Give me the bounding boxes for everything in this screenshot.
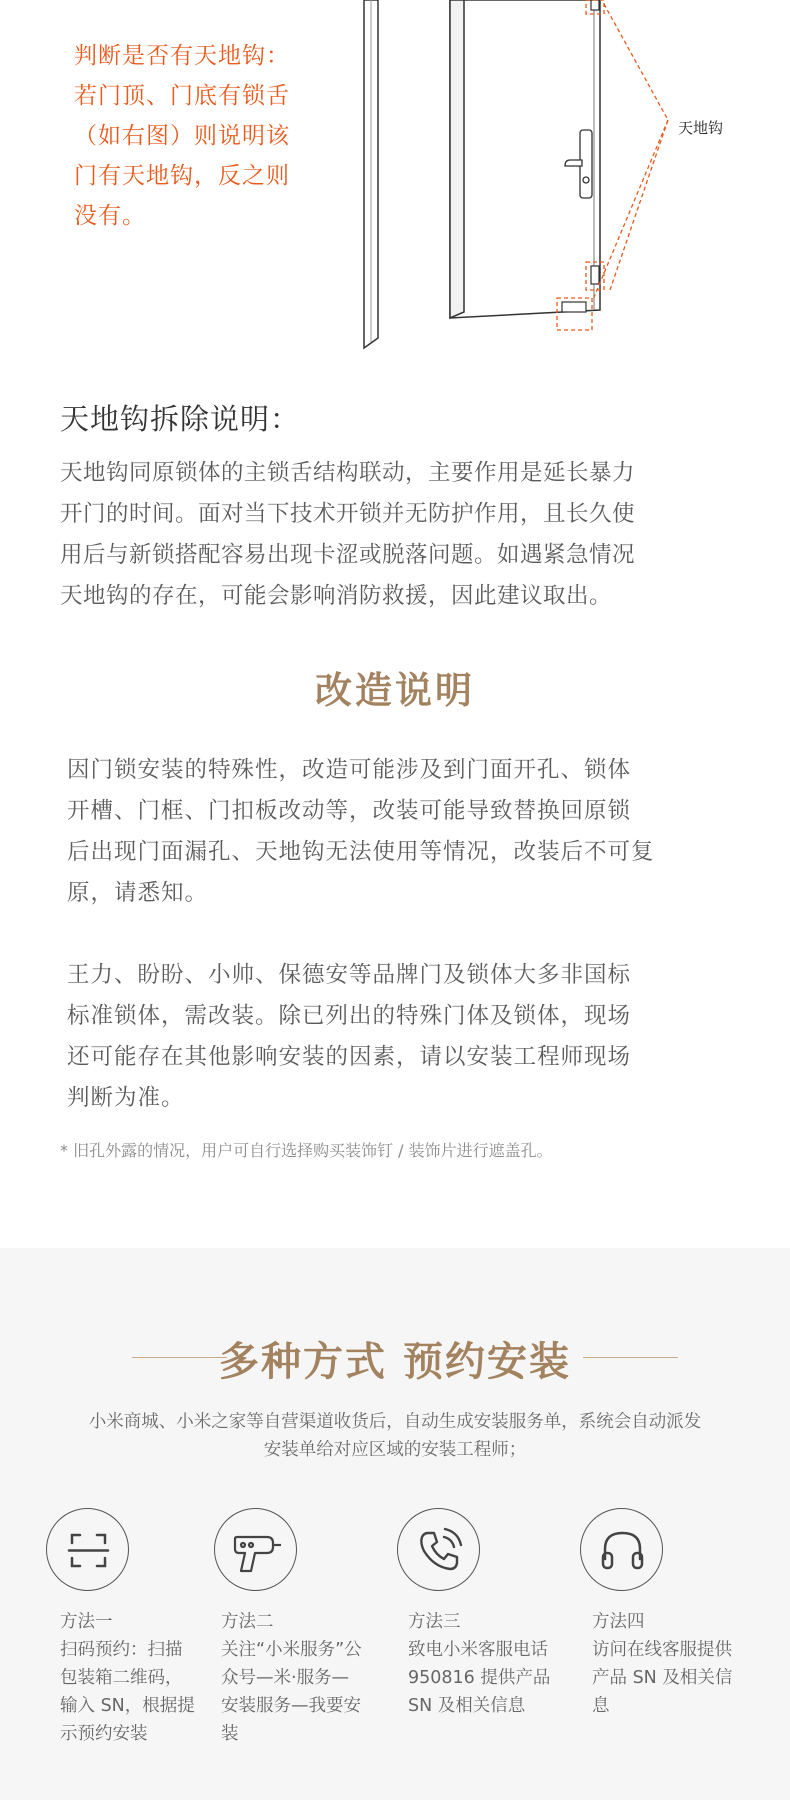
method-line: 装 bbox=[221, 1724, 239, 1744]
method-line: 关注“小米服务”公 bbox=[221, 1640, 362, 1660]
method-line: 扫码预约：扫描 bbox=[60, 1640, 183, 1660]
modification-paragraph-1 bbox=[67, 750, 737, 914]
text-line: 原，请悉知。 bbox=[67, 880, 209, 906]
hint-line: 没有。 bbox=[74, 203, 146, 229]
hint-line: 判断是否有天地钩： bbox=[74, 43, 290, 69]
method-line: 示预约安装 bbox=[60, 1724, 148, 1744]
method-line: 输入 SN，根据提 bbox=[60, 1696, 195, 1716]
text-line: 还可能存在其他影响安装的因素，请以安装工程师现场 bbox=[67, 1044, 632, 1070]
text-line: 小米商城、小米之家等自营渠道收货后，自动生成安装服务单，系统会自动派发 bbox=[88, 1412, 702, 1432]
hook-callout-label: 天地钩 bbox=[678, 119, 724, 137]
method-line: SN 及相关信息 bbox=[408, 1696, 526, 1716]
text-line: 王力、盼盼、小帅、保德安等品牌门及锁体大多非国标 bbox=[67, 962, 632, 988]
modification-paragraph-2 bbox=[67, 955, 737, 1119]
hint-line: 若门顶、门底有锁舌 bbox=[74, 83, 290, 109]
booking-heading: 多种方式 预约安装 bbox=[219, 1339, 571, 1385]
method-title: 方法二 bbox=[221, 1612, 274, 1632]
headset-icon bbox=[580, 1508, 663, 1591]
footnote: * 旧孔外露的情况，用户可自行选择购买装饰钉 / 装饰片进行遮盖孔。 bbox=[60, 1141, 553, 1160]
removal-paragraph bbox=[60, 453, 740, 617]
method-title: 方法一 bbox=[60, 1612, 113, 1632]
text-line: 判断为准。 bbox=[67, 1085, 185, 1111]
door-frame bbox=[364, 0, 378, 348]
scan-qr-icon bbox=[46, 1508, 129, 1591]
text-line: 开门的时间。面对当下技术开锁并无防护作用，且长久使 bbox=[60, 501, 636, 527]
text-line: 开槽、门框、门扣板改动等，改装可能导致替换回原锁 bbox=[67, 798, 632, 824]
door-leaf bbox=[450, 0, 600, 318]
method-line: 安装服务—我要安 bbox=[221, 1696, 361, 1716]
modification-heading: 改造说明 bbox=[315, 669, 475, 712]
method-line: 访问在线客服提供 bbox=[592, 1640, 732, 1660]
hint-line: （如右图）则说明该 bbox=[74, 123, 290, 149]
text-line: 天地钩同原锁体的主锁舌结构联动，主要作用是延长暴力 bbox=[60, 460, 636, 486]
method-title: 方法四 bbox=[592, 1612, 645, 1632]
method-line: 致电小米客服电话 bbox=[408, 1640, 548, 1660]
text-line: 天地钩的存在，可能会影响消防救援，因此建议取出。 bbox=[60, 583, 613, 609]
text-line: 后出现门面漏孔、天地钩无法使用等情况，改装后不可复 bbox=[67, 839, 655, 865]
method-4 bbox=[592, 1608, 742, 1720]
method-title: 方法三 bbox=[408, 1612, 461, 1632]
method-2 bbox=[221, 1608, 371, 1748]
method-line: 息 bbox=[592, 1696, 610, 1716]
method-line: 众号—米·服务— bbox=[221, 1668, 350, 1688]
method-line: 950816 提供产品 bbox=[408, 1668, 551, 1688]
hint-line: 门有天地钩，反之则 bbox=[74, 163, 290, 189]
text-line: 标准锁体，需改装。除已列出的特殊门体及锁体，现场 bbox=[67, 1003, 632, 1029]
removal-heading: 天地钩拆除说明： bbox=[60, 402, 301, 436]
text-line: 用后与新锁搭配容易出现卡涩或脱落问题。如遇紧急情况 bbox=[60, 542, 636, 568]
method-line: 包装箱二维码， bbox=[60, 1668, 183, 1688]
hook-check-hint bbox=[74, 36, 324, 236]
method-line: 产品 SN 及相关信 bbox=[592, 1668, 733, 1688]
phone-icon bbox=[397, 1508, 480, 1591]
booking-description bbox=[40, 1408, 750, 1464]
text-line: 因门锁安装的特殊性，改造可能涉及到门面开孔、锁体 bbox=[67, 757, 632, 783]
text-line: 安装单给对应区域的安装工程师； bbox=[263, 1440, 527, 1460]
method-3 bbox=[408, 1608, 558, 1720]
method-1 bbox=[60, 1608, 210, 1748]
drill-icon bbox=[214, 1508, 297, 1591]
